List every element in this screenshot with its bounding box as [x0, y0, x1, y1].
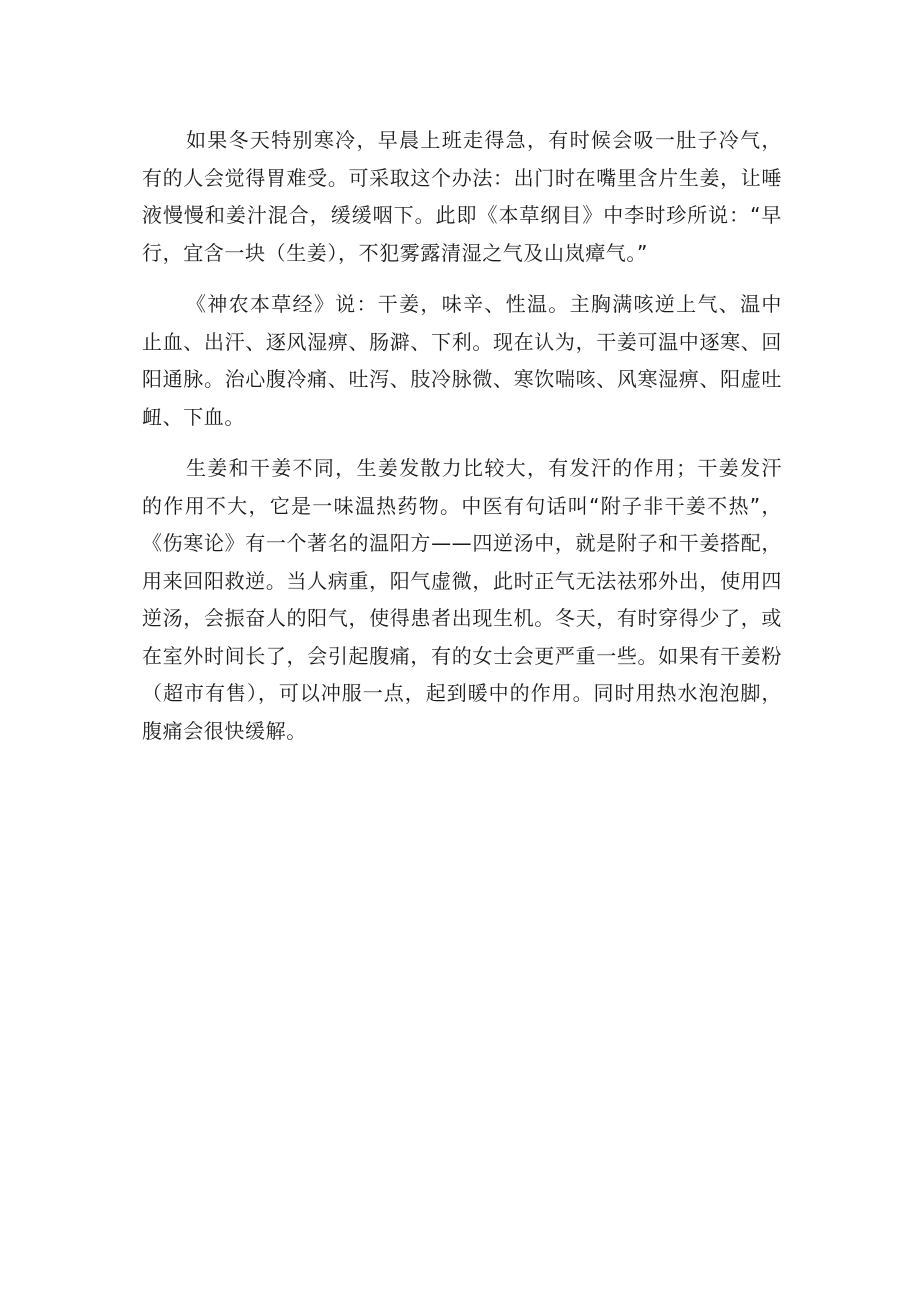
paragraph-dried-ginger-classic: 《神农本草经》说：干姜，味辛、性温。主胸满咳逆上气、温中止血、出汗、逐风湿痹、肠澼、下利。现在认为，干姜可温中逐寒、回阳通脉。治心腹冷痛、吐泻、肢冷脉微、寒饮喘咳、风寒湿痹、阳虚吐衄、下血。 — [142, 292, 782, 429]
paragraph-fresh-ginger-cold: 如果冬天特别寒冷，早晨上班走得急，有时候会吸一肚子冷气，有的人会觉得胃难受。可采取这个办法：出门时在嘴里含片生姜，让唾液慢慢和姜汁混合，缓缓咽下。此即《本草纲目》中李时珍所说：“早行，宜含一块（生姜），不犯雾露清湿之气及山岚瘴气。” — [142, 128, 782, 265]
document-body — [142, 122, 782, 764]
paragraph-ginger-comparison: 生姜和干姜不同，生姜发散力比较大，有发汗的作用；干姜发汗的作用不大，它是一味温热药物。中医有句话叫“附子非干姜不热”，《伤寒论》有一个著名的温阳方——四逆汤中，就是附子和干姜搭配，用来回阳救逆。当人病重，阳气虚微，此时正气无法祛邪外出，使用四逆汤，会振奋人的阳气，使得患者出现生机。冬天，有时穿得少了，或在室外时间长了，会引起腹痛，有的女士会更严重一些。如果有干姜粉（超市有售），可以冲服一点，起到暖中的作用。同时用热水泡泡脚，腹痛会很快缓解。 — [142, 456, 782, 743]
